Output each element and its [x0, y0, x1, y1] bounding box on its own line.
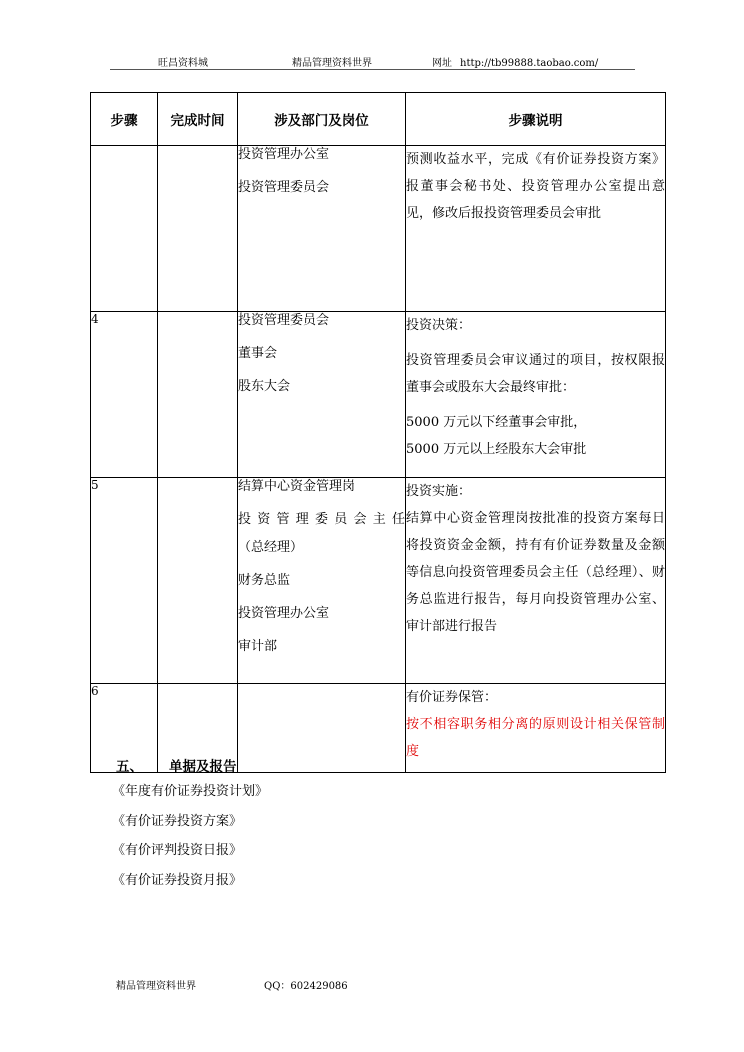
table-row: [91, 312, 666, 478]
departments-cell: [238, 684, 406, 773]
page-header: [110, 52, 635, 70]
list-item: 《有价证券投资方案》: [112, 813, 243, 829]
section-heading: [116, 755, 237, 775]
department-item: 投资管理委员会主任: [238, 512, 405, 527]
header-world-name: 精品管理资料世界: [292, 58, 372, 69]
description-cell: [406, 478, 666, 684]
footer-world-name: 精品管理资料世界: [116, 981, 196, 992]
step-number: 4: [91, 312, 158, 478]
section-number: 五、: [116, 759, 143, 775]
completion-time: [158, 312, 238, 478]
header-url-link[interactable]: http://tb99888.taobao.com/: [460, 58, 599, 69]
department-item: 投资管理委员会: [238, 313, 330, 328]
department-item: （总经理）: [238, 540, 304, 555]
departments-cell: [238, 146, 406, 312]
section-title: 单据及报告: [169, 759, 237, 775]
column-header-description: 步骤说明: [406, 93, 666, 146]
column-header-step: 步骤: [91, 93, 158, 146]
step-number: 6: [91, 684, 158, 773]
department-item: 投资管理委员会: [238, 180, 330, 195]
page-footer: [116, 977, 348, 992]
department-item: 董事会: [238, 346, 278, 361]
table-row: [91, 478, 666, 684]
description-text: 5000 万元以上经股东大会审批: [406, 442, 587, 457]
report-list: [112, 782, 268, 900]
description-text: 投资管理委员会审议通过的项目，按权限报董事会或股东大会最终审批：: [406, 353, 665, 395]
department-item: 审计部: [238, 639, 278, 654]
description-text: 结算中心资金管理岗按批准的投资方案每日将投资资金金额，持有有价证券数量及金额等信息向投资管理委员会主任（总经理）、财务总监进行报告，每月向投资管理办公室、审计部进行报告: [406, 511, 665, 634]
completion-time: [158, 478, 238, 684]
description-cell: [406, 146, 666, 312]
department-item: 股东大会: [238, 379, 291, 394]
header-url-label: 网址: [432, 58, 452, 69]
list-item: 《年度有价证券投资计划》: [112, 784, 269, 799]
description-text: 5000 万元以下经董事会审批，: [406, 415, 587, 430]
department-item: 投资管理办公室: [238, 606, 330, 621]
description-heading: 投资决策：: [406, 318, 472, 333]
description-text: 预测收益水平，完成《有价证券投资方案》报董事会秘书处、投资管理办公室提出意见，修改后报投资管理委员会审批: [406, 152, 665, 221]
table-header-row: [91, 93, 666, 146]
header-url-group: [432, 54, 598, 69]
step-number: 5: [91, 478, 158, 684]
completion-time: [158, 146, 238, 312]
column-header-departments: 涉及部门及岗位: [238, 93, 406, 146]
departments-cell: [238, 312, 406, 478]
process-steps-table: [90, 92, 666, 773]
footer-qq: QQ：602429086: [264, 981, 348, 992]
department-item: 投资管理办公室: [238, 147, 330, 162]
list-item: 《有价评判投资日报》: [112, 843, 243, 858]
description-cell: [406, 312, 666, 478]
description-heading: 有价证券保管：: [406, 690, 498, 705]
header-store-name: 旺昌资料城: [158, 58, 208, 69]
list-item: 《有价证券投资月报》: [112, 872, 243, 888]
department-item: 结算中心资金管理岗: [238, 479, 356, 494]
departments-cell: [238, 478, 406, 684]
table-row: [91, 146, 666, 312]
description-cell: [406, 684, 666, 773]
step-number: [91, 146, 158, 312]
department-item: 财务总监: [238, 573, 291, 588]
column-header-time: 完成时间: [158, 93, 238, 146]
description-highlight-text: 按不相容职务相分离的原则设计相关保管制度: [406, 717, 665, 759]
description-heading: 投资实施：: [406, 484, 472, 499]
